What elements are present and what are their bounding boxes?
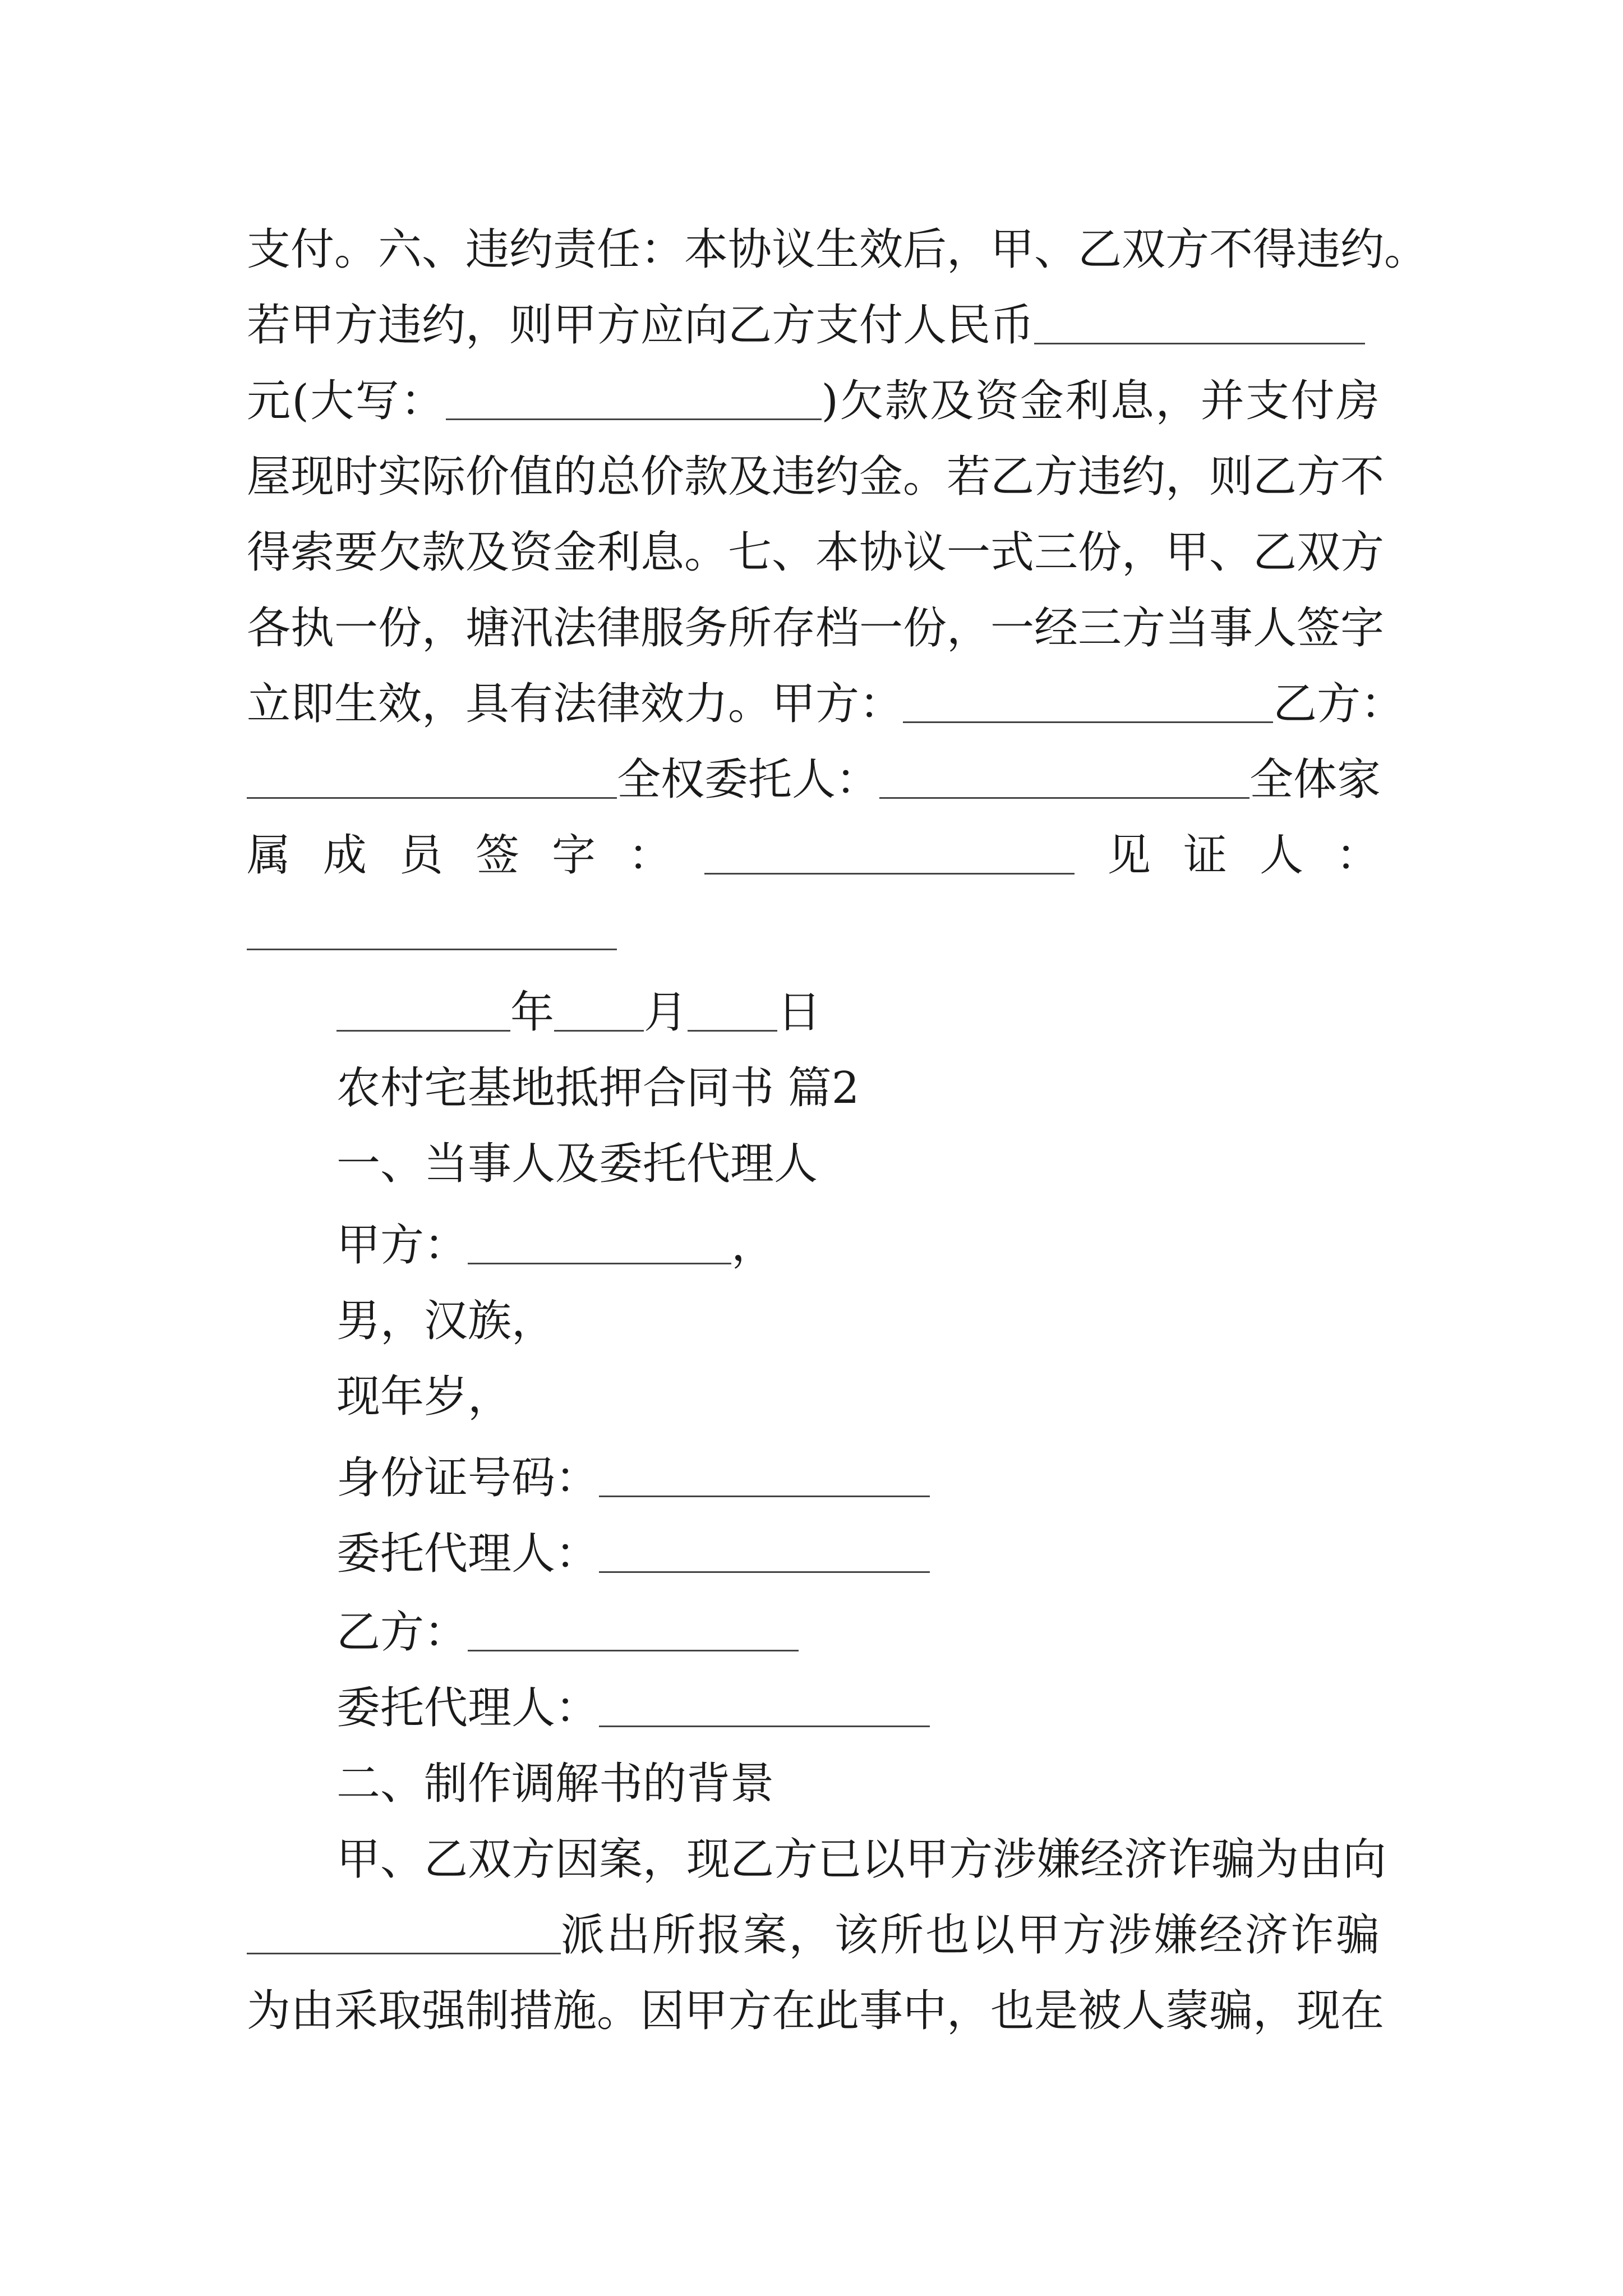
fill-blank: [599, 1523, 930, 1573]
text-line: [247, 673, 1405, 735]
agent-line: [336, 1523, 930, 1585]
text-run: 乙方：: [1273, 679, 1405, 729]
text-line: [247, 446, 1385, 508]
fill-blank: [468, 1214, 731, 1264]
char: 员: [399, 830, 444, 881]
party-a-line: [336, 1214, 775, 1276]
char: 字: [552, 830, 596, 881]
char: ：: [628, 830, 672, 881]
heading-text: 农村宅基地抵押合同书 篇2: [336, 1063, 860, 1114]
agent-b-label: 委托代理人：: [336, 1683, 600, 1733]
text-run: [247, 673, 1404, 735]
text-run: 全体家: [1249, 754, 1381, 805]
text-line: [247, 900, 617, 962]
age-text: 现年岁，: [336, 1372, 512, 1422]
text-run: 派出所报案，该所也以甲方涉嫌经济诈骗: [561, 1910, 1382, 1961]
text-run: [247, 749, 1381, 811]
text-run: 为由采取强制措施。因甲方在此事中，也是被人蒙骗，现在: [247, 1986, 1385, 2036]
id-number-line: [336, 1447, 930, 1509]
fill-blank: [446, 370, 822, 420]
text-run: 元(大写：: [247, 376, 446, 426]
text-run: 屋现时实际价值的总价款及违约金。若乙方违约，则乙方不: [247, 452, 1385, 502]
section-title-text: 二、制作调解书的背景: [336, 1759, 774, 1809]
fill-blank: [247, 749, 617, 799]
age-line: [336, 1366, 511, 1428]
gender-ethnicity-text: 男，汉族，: [336, 1296, 556, 1346]
text-run: 立即生效，具有法律效力。甲方：: [247, 679, 903, 729]
text-line: [247, 370, 1380, 432]
id-number-label: 身份证号码：: [336, 1453, 600, 1503]
text-run: 各执一份，塘汛法律服务所存档一份，一经三方当事人签字: [247, 603, 1385, 654]
party-a-label: 甲方：: [336, 1220, 468, 1271]
text-run: 得索要欠款及资金利息。七、本协议一式三份，甲、乙双方: [247, 527, 1385, 578]
text-line: [247, 749, 1380, 811]
fill-blank: [336, 982, 510, 1032]
text-line: [336, 1829, 1387, 1890]
char: 签: [476, 830, 520, 881]
day-label: 日: [777, 987, 822, 1038]
text-line: [247, 1904, 1380, 1966]
section-title: [336, 1133, 818, 1195]
text-line: [247, 295, 1365, 356]
text-run: 甲、乙双方因案，现乙方已以甲方涉嫌经济诈骗为由向: [336, 1834, 1387, 1885]
fill-blank: [247, 900, 617, 950]
comma: ，: [731, 1220, 776, 1271]
fill-blank: [599, 1447, 930, 1497]
fill-blank: [688, 982, 777, 1032]
fill-blank: [903, 673, 1273, 723]
fill-blank: [704, 825, 1075, 875]
char: 证: [1183, 830, 1227, 881]
text-run: 支付。六、违约责任：本协议生效后，甲、乙双方不得违约。: [247, 224, 1428, 275]
party-b-label: 乙方：: [336, 1607, 468, 1658]
text-run: 若甲方违约，则甲方应向乙方支付人民币: [247, 300, 1035, 351]
section-title-text: 一、当事人及委托代理人: [336, 1139, 818, 1189]
text-line: [247, 1980, 1385, 2042]
char: 人: [1259, 830, 1303, 881]
date-line: [336, 982, 821, 1043]
section-heading: [336, 1057, 859, 1119]
char: 见: [1106, 830, 1151, 881]
text-line-justified: [247, 825, 1380, 886]
fill-blank: [247, 1904, 561, 1954]
fill-blank: [1034, 295, 1365, 344]
text-run: 全权委托人：: [617, 754, 880, 805]
text-run: [247, 370, 1381, 432]
text-run: [247, 1904, 1381, 1966]
char: ：: [1335, 830, 1380, 881]
year-label: 年: [510, 987, 555, 1038]
char: 成: [323, 830, 367, 881]
section-title: [336, 1753, 774, 1815]
agent-b-line: [336, 1677, 930, 1739]
text-line: [247, 219, 1428, 280]
month-label: 月: [644, 987, 688, 1038]
fill-blank: [879, 749, 1249, 799]
char: 属: [247, 830, 291, 881]
agent-label: 委托代理人：: [336, 1529, 600, 1579]
text-line: [247, 522, 1385, 583]
fill-blank: [468, 1602, 799, 1651]
fill-blank: [554, 982, 644, 1032]
party-b-line: [336, 1602, 799, 1663]
text-run: )欠款及资金利息，并支付房: [821, 376, 1381, 426]
gender-line: [336, 1290, 555, 1352]
text-line: [247, 597, 1385, 659]
fill-blank: [599, 1677, 930, 1727]
